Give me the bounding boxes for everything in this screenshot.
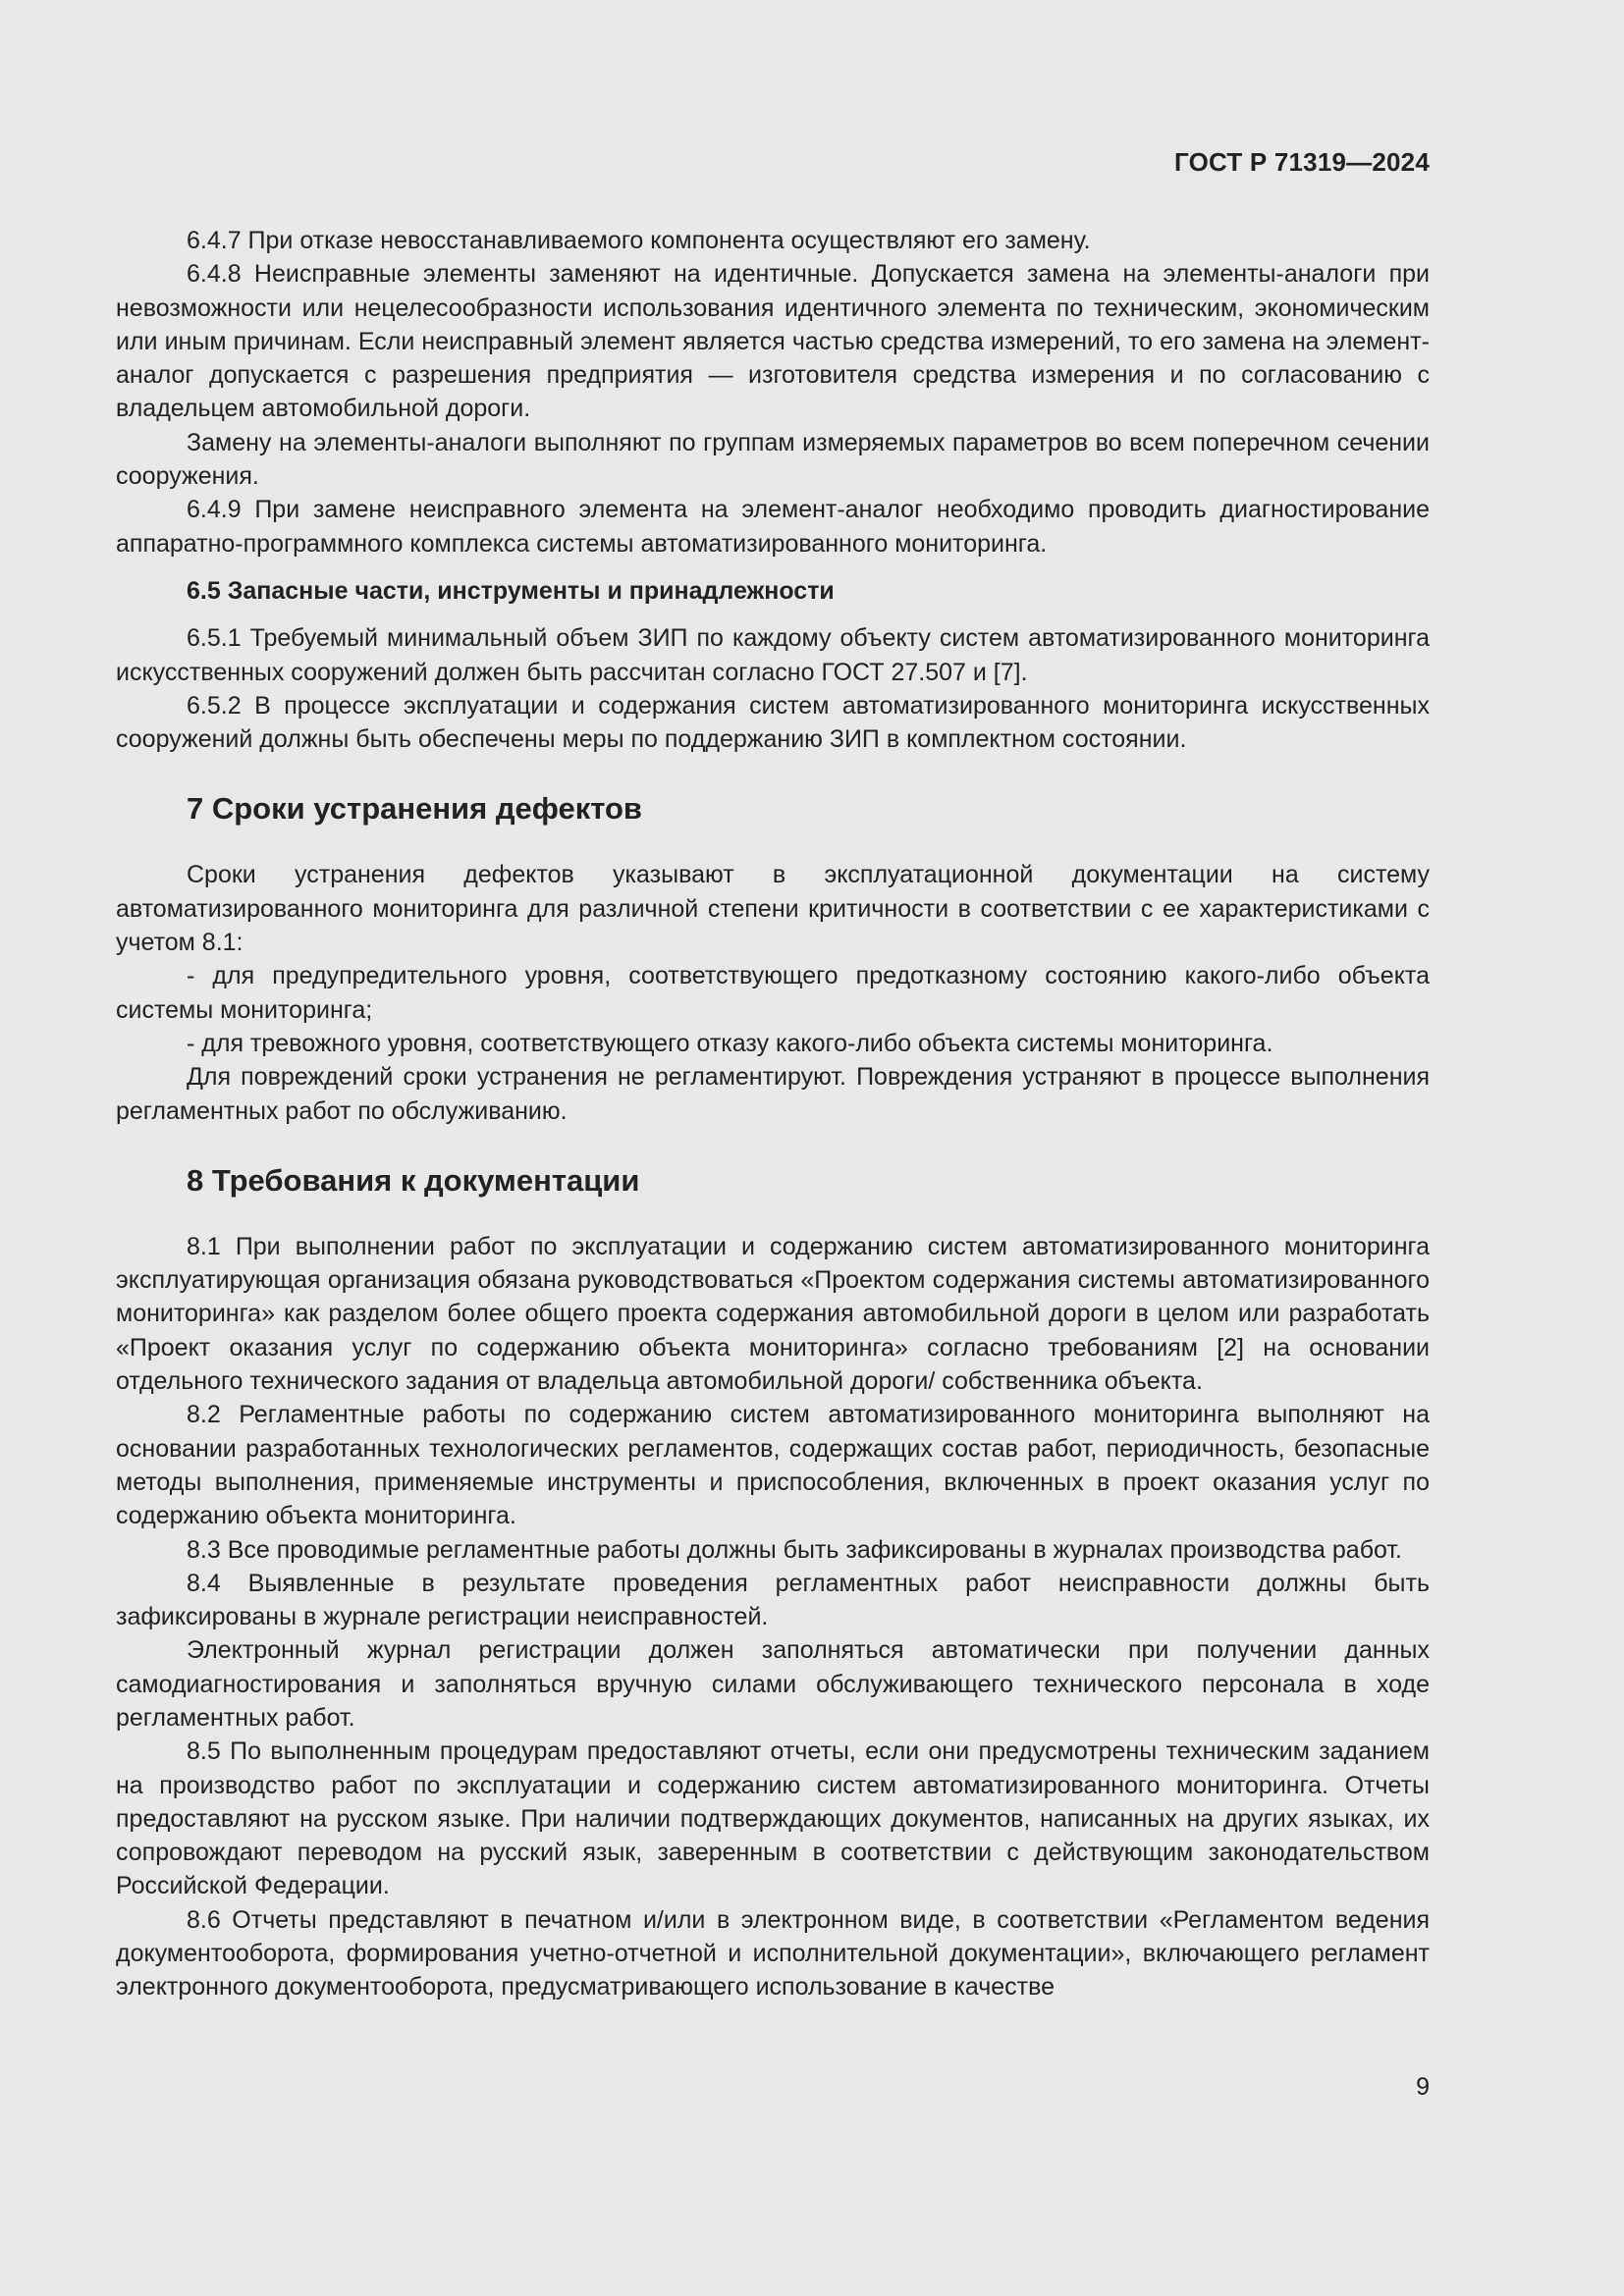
paragraph-electronic-journal: Электронный журнал регистрации должен заполняться автоматически при получении данных самодиагностирования и заполняться вручную силами обслуживающего технического персонала в ходе регламентных работ. <box>116 1636 1430 1732</box>
paragraph-8-5: 8.5 По выполненным процедурам предоставляют отчеты, если они предусмотрены техническим заданием на производство работ по эксплуатации и содержанию систем автоматизированного мониторинга. Отчеты предоставляют на русском языке. При наличии подтверждающих документов, написанных на других языках, их сопровождают переводом на русский язык, заверенным в соответствии с действующим законодательством Российской Федерации. <box>116 1737 1430 1900</box>
list-item-alarm-level: - для тревожного уровня, соответствующего отказу какого-либо объекта системы мониторинга. <box>187 1029 1273 1057</box>
subheading-6-5: 6.5 Запасные части, инструменты и принадлежности <box>187 576 835 605</box>
paragraph-6-4-9: 6.4.9 При замене неисправного элемента на элемент-аналог необходимо проводить диагностирование аппаратно-программного комплекса системы автоматизированного мониторинга. <box>116 496 1430 558</box>
section-heading-7: 7 Сроки устранения дефектов <box>187 791 642 827</box>
paragraph-6-5-2: 6.5.2 В процессе эксплуатации и содержания систем автоматизированного мониторинга искусственных сооружений должны быть обеспечены меры по поддержанию ЗИП в комплектном состоянии. <box>116 691 1430 754</box>
paragraph-8-2: 8.2 Регламентные работы по содержанию систем автоматизированного мониторинга выполняют на основании разработанных технологических регламентов, содержащих состав работ, периодичность, безопасные методы выполнения, применяемые инструменты и приспособления, включенных в проект оказания услуг по содержанию объекта мониторинга. <box>116 1401 1430 1530</box>
page-number: 9 <box>1416 2073 1430 2101</box>
paragraph-6-4-7: 6.4.7 При отказе невосстанавливаемого компонента осуществляют его замену. <box>187 227 1091 254</box>
paragraph-8-1: 8.1 При выполнении работ по эксплуатации и содержанию систем автоматизированного мониторинга эксплуатирующая организация обязана руководствоваться «Проектом содержания системы автоматизированного мониторинга» как разделом более общего проекта содержания автомобильной дороги в целом или разработать «Проект оказания услуг по содержанию объекта мониторинга» согласно требованиям [2] на основании отдельного технического задания от владельца автомобильной дороги/ собственника объекта. <box>116 1232 1430 1396</box>
paragraph-8-6: 8.6 Отчеты представляют в печатном и/или в электронном виде, в соответствии «Регламентом ведения документооборота, формирования учетно-отчетной и исполнительной документации», включающего регламент электронного документооборота, предусматривающего использование в качестве <box>116 1905 1430 2002</box>
paragraph-6-4-8: 6.4.8 Неисправные элементы заменяют на идентичные. Допускается замена на элементы-аналоги при невозможности или нецелесообразности использования идентичного элемента по техническим, экономическим или иным причинам. Если неисправный элемент является частью средства измерений, то его замена на элемент-аналог допускается с разрешения предприятия — изготовителя средства измерения и по согласованию с владельцем автомобильной дороги. <box>116 260 1430 423</box>
paragraph-8-3: 8.3 Все проводимые регламентные работы должны быть зафиксированы в журналах производства работ. <box>187 1535 1402 1564</box>
paragraph-6-5-1: 6.5.1 Требуемый минимальный объем ЗИП по каждому объекту систем автоматизированного мониторинга искусственных сооружений должен быть рассчитан согласно ГОСТ 27.507 и [7]. <box>116 624 1430 686</box>
paragraph-defect-terms: Сроки устранения дефектов указывают в эксплуатационной документации на систему автоматизированного мониторинга для различной степени критичности в соответствии с ее характеристиками с учетом 8.1: <box>116 861 1430 957</box>
section-heading-8: 8 Требования к документации <box>187 1162 640 1198</box>
list-item-warning-level: - для предупредительного уровня, соответствующего предотказному состоянию какого-либо объекта системы мониторинга; <box>116 962 1430 1024</box>
page-body <box>116 224 1430 2004</box>
document-header: ГОСТ Р 71319—2024 <box>1174 147 1430 177</box>
paragraph-replacement-analogs: Замену на элементы-аналоги выполняют по группам измеряемых параметров во всем поперечном сечении сооружения. <box>116 428 1430 491</box>
paragraph-8-4: 8.4 Выявленные в результате проведения регламентных работ неисправности должны быть зафиксированы в журнале регистрации неисправностей. <box>116 1569 1430 1631</box>
paragraph-damages: Для повреждений сроки устранения не регламентируют. Повреждения устраняют в процессе выполнения регламентных работ по обслуживанию. <box>116 1063 1430 1125</box>
